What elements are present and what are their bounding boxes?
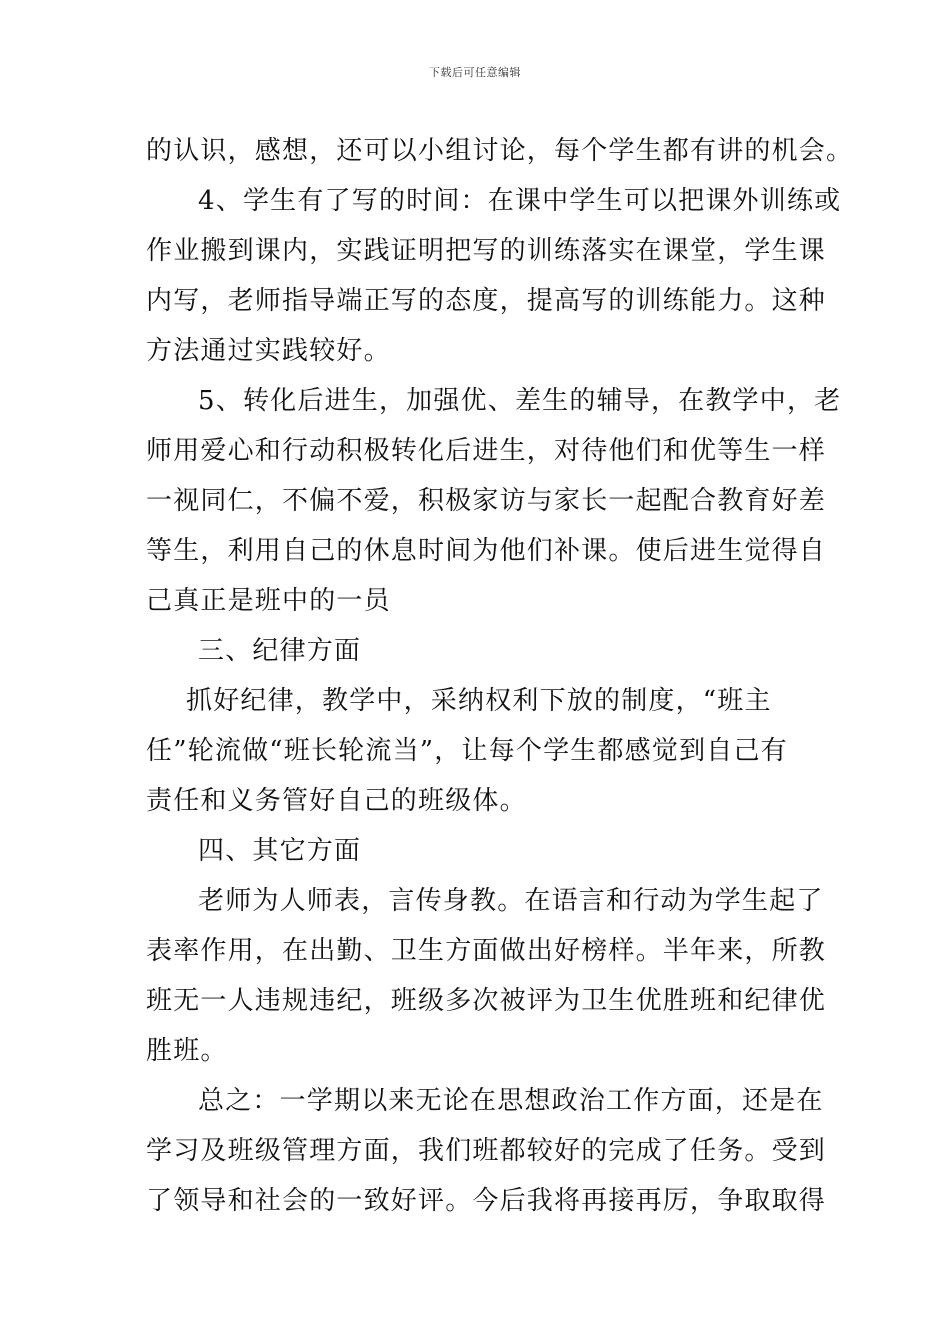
paragraph-line: 己真正是班中的一员 (146, 586, 391, 616)
paragraph-line: 师用爱心和行动积极转化后进生，对待他们和优等生一样 (146, 436, 827, 466)
page-header: 下载后可任意编辑 (429, 66, 521, 79)
paragraph-line: 内写，老师指导端正写的态度，提高写的训练能力。这种 (146, 286, 827, 316)
paragraph-line: 老师为人师表，言传身教。在语言和行动为学生起了 (198, 886, 824, 916)
paragraph-line: 4、学生有了写的时间：在课中学生可以把课外训练或 (198, 186, 842, 216)
paragraph-line: 作业搬到课内，实践证明把写的训练落实在课堂，学生课 (146, 236, 827, 266)
paragraph-line: 方法通过实践较好。 (146, 336, 391, 366)
paragraph-line: 的认识，感想，还可以小组讨论，每个学生都有讲的机会。 (146, 136, 854, 166)
paragraph-line: 表率作用，在出勤、卫生方面做出好榜样。半年来，所教 (146, 936, 827, 966)
paragraph-line: 等生，利用自己的休息时间为他们补课。使后进生觉得自 (146, 536, 827, 566)
paragraph-line: 抓好纪律，教学中，采纳权利下放的制度，“班主 (186, 686, 772, 716)
paragraph-line: 班无一人违规违纪，班级多次被评为卫生优胜班和纪律优 (146, 986, 827, 1016)
paragraph-line: 了领导和社会的一致好评。今后我将再接再厉，争取取得 (146, 1186, 827, 1216)
paragraph-line: 一视同仁，不偏不爱，积极家访与家长一起配合教育好差 (146, 486, 827, 516)
paragraph-line: 学习及班级管理方面，我们班都较好的完成了任务。受到 (146, 1136, 827, 1166)
paragraph-line: 任”轮流做“班长轮流当”，让每个学生都感觉到自己有 (146, 736, 788, 766)
paragraph-line: 胜班。 (146, 1036, 228, 1066)
paragraph-line: 责任和义务管好自己的班级体。 (146, 786, 527, 816)
document-body (146, 126, 854, 1226)
paragraph-line: 总之：一学期以来无论在思想政治工作方面，还是在 (198, 1086, 824, 1116)
section-heading: 四、其它方面 (198, 836, 362, 866)
section-heading: 三、纪律方面 (198, 636, 362, 666)
paragraph-line: 5、转化后进生，加强优、差生的辅导，在教学中，老 (198, 386, 842, 416)
